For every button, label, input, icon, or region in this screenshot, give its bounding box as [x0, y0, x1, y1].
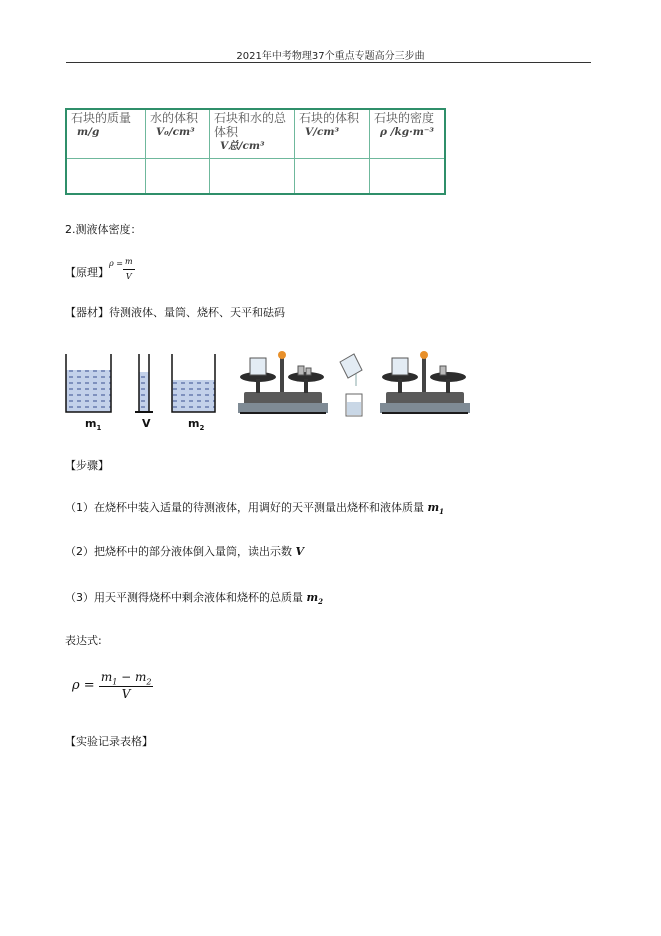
- beaker-partial-icon: [172, 354, 215, 412]
- steps-label: 【步骤】: [65, 459, 109, 472]
- table-cell: [146, 159, 210, 195]
- header-rule: [66, 62, 591, 63]
- balance-scale-icon-2: [380, 351, 470, 413]
- principle-line: 【原理】$^{\rho =}$ $\frac{m}{V}$: [65, 257, 133, 281]
- figure-label-m2: $m_2$: [188, 417, 205, 433]
- page-header: 2021年中考物理37个重点专题高分三步曲: [236, 51, 425, 62]
- table-header-cell: 石块和水的总体积 V总/cm³: [210, 109, 295, 159]
- table-header-cell: 石块的体积 V/cm³: [295, 109, 370, 159]
- pouring-icon: [340, 354, 362, 416]
- figure-label-v: V: [142, 417, 151, 430]
- density-formula: ρ = $\frac{m_1 - m_2}{V}$: [72, 670, 152, 702]
- stone-density-table: [65, 108, 446, 195]
- step-1: （1）在烧杯中装入适量的待测液体，用调好的天平测量出烧杯和液体质量 $m_1$: [65, 501, 445, 517]
- measuring-cylinder-icon: [135, 354, 153, 412]
- table-header-cell: 石块的密度 ρ /kg·m⁻³: [370, 109, 446, 159]
- table-header-cell: 水的体积 V₀/cm³: [146, 109, 210, 159]
- apparatus-figure: [60, 350, 480, 435]
- section-title: 2.测液体密度：: [65, 223, 142, 236]
- expression-label: 表达式:: [65, 634, 102, 647]
- step-2: （2）把烧杯中的部分液体倒入量筒，读出示数 V: [65, 545, 305, 558]
- step-3: （3）用天平测得烧杯中剩余液体和烧杯的总质量 $m_2$: [65, 591, 324, 607]
- table-cell: [295, 159, 370, 195]
- equipment-line: 【器材】待测液体、量筒、烧杯、天平和砝码: [65, 306, 285, 319]
- balance-scale-icon: [238, 351, 328, 413]
- beaker-full-icon: [66, 354, 111, 412]
- figure-label-m1: $m_1$: [85, 417, 102, 433]
- table-cell: [210, 159, 295, 195]
- record-table-label: 【实验记录表格】: [65, 735, 153, 748]
- table-header-cell: 石块的质量 m/g: [66, 109, 146, 159]
- table-cell: [66, 159, 146, 195]
- table-cell: [370, 159, 446, 195]
